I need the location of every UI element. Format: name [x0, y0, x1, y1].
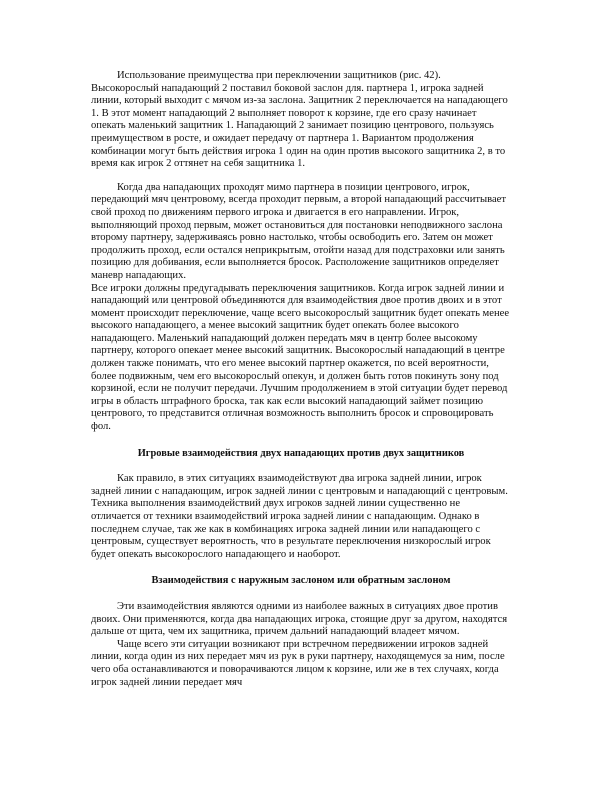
paragraph-outside-screen-situations: Чаще всего эти ситуации возникают при встречном передвижении игроков задней линии, когда один из них передает мяч из рук в руки партнеру, находящемуся за ним, после чего оба останавливаются и поворачиваются лицом к корзине, или же в тех случаях, когда игрок задней линии передает мяч — [91, 638, 505, 688]
section-heading-two-on-two: Игровые взаимодействия двух нападающих против двух защитников — [137, 447, 465, 459]
paragraph-center-pass-cut: Когда два нападающих проходят мимо партнера в позиции центрового, игрок, передающий мяч центровому, всегда проходит первым, а второй нападающий рассчитывает свой проход по движениям первого игрока и двигается в его направлении. Игрок, выполняющий проход первым, может остановиться для постановки неподвижного заслона второму партнеру, задерживаясь ровно настолько, чтобы освободить его. Затем он может продолжить проход, если остался неприкрытым, отойти назад для подстраховки или занять позицию для добивания, если выполняется бросок. Расположение защитников определяет маневр нападающих. — [91, 181, 507, 281]
paragraph-two-on-two-combinations: Как правило, в этих ситуациях взаимодействуют два игрока задней линии, игрок задней линии с нападающим, игрок задней линии с центровым и нападающий с центровым. Техника выполнения взаимодействий двух игроков задней линии существенно не отличается от техники взаимодействий игрока задней линии с нападающим. Однако в последнем случае, так же как в комбинациях игрока задней линии или нападающего с центровым, существует вероятность, что в результате переключения низкорослый игрок будет опекать высокорослого нападающего и наоборот. — [91, 473, 508, 560]
paragraph-screen-switch-example: Использование преимущества при переключении защитников (рис. 42). Высокорослый нападающий 2 поставил боковой заслон для. партнера 1, игрока задней линии, который выходит с мячом из-за заслона. Защитник 2 переключается на нападающего 1. В этот момент нападающий 2 выполняет поворот к корзине, где его сразу начинает опекать маленький защитник 1. Нападающий 2 занимает позицию центрового, пользуясь преимуществом в росте, и ожидает передачу от партнера 1. Вариантом продолжения комбинации могут быть действия игрока 1 один на один против высокого защитника 2, в то время как игрок 2 оттянет на себя защитника 1. — [91, 70, 508, 170]
paragraph-outside-screen-importance: Эти взаимодействия являются одними из наиболее важных в ситуациях двое против двоих. Они применяются, когда два нападающих игрока, стоящие друг за другом, находятся дальше от щита, чем их защитника, причем дальний нападающий владеет мячом. — [91, 600, 508, 638]
paragraph-anticipate-switches: Все игроки должны предугадывать переключения защитников. Когда игрок задней линии и нападающий или центровой объединяются для взаимодействия двое против двоих и в этот момент происходит переключение, чаще всего высокорослый защитник будет опекать менее высокого нападающего, а менее высокий защитник будет опекать более высокого нападающего. Маленький нападающий должен передать мяч в центр более высокому партнеру, которого опекает менее высокий защитник. Высокорослый нападающий в центре должен также понимать, что его менее высокий партнер окажется, по всей вероятности, более подвижным, чем его высокорослый опекун, и должен быть готов покинуть зону под корзиной, если не получит передачи. Лучшим продолжением в этой ситуации будет перевод игры в область штрафного броска, так как если высокий нападающий займет позицию центрового, то представится отличная возможность выполнить бросок и спровоцировать фол. — [91, 282, 510, 433]
document-page — [91, 70, 511, 689]
section-heading-outside-screen: Взаимодействия с наружным заслоном или обратным заслоном — [151, 575, 451, 587]
